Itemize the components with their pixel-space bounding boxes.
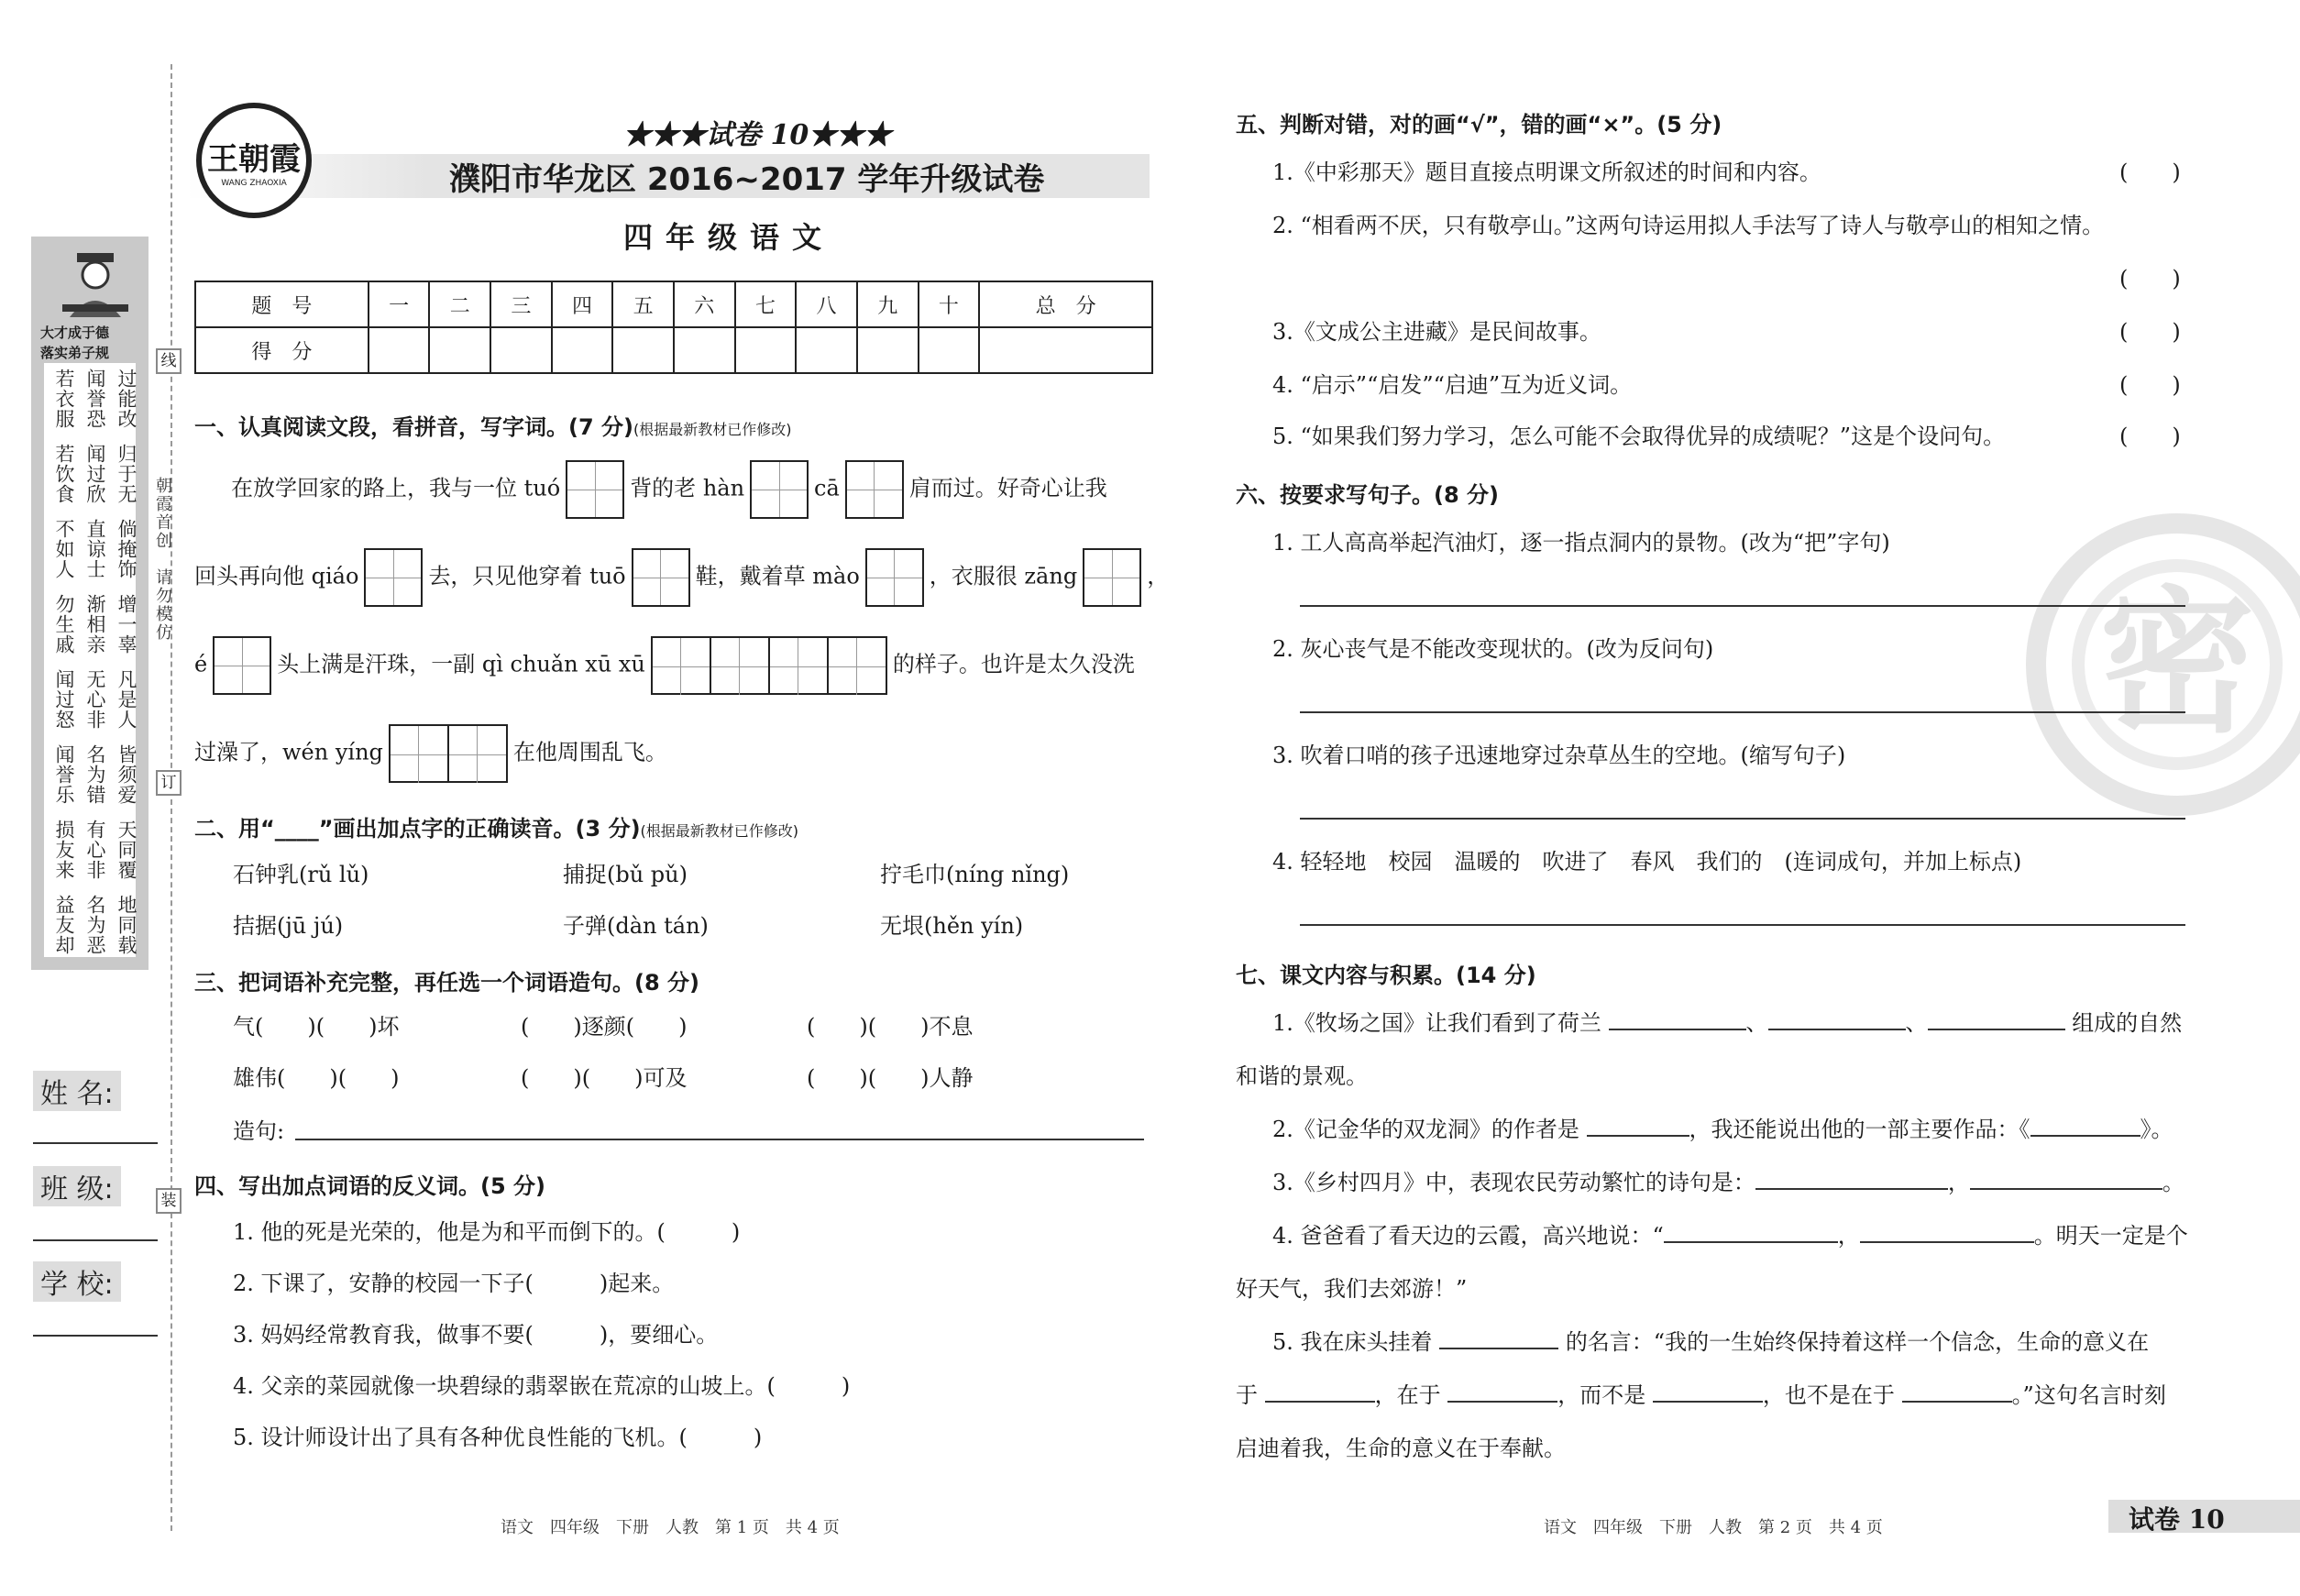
score-header-cell: 五 <box>612 281 674 327</box>
score-value-row <box>195 327 1152 373</box>
pinyin-item[interactable]: 无垠(hěn yín) <box>880 913 1024 939</box>
fill-item-4 <box>1272 1223 2188 1249</box>
fill-blank[interactable] <box>1902 1382 2012 1403</box>
fill-text: 5. 我在床头挂着 <box>1272 1329 1433 1355</box>
motto-col: 若衣服 <box>53 369 75 429</box>
rewrite-item: 4. 轻轻地 校园 温暖的 吹进了 春风 我们的 (连词成句，并加上标点) <box>1272 849 2022 875</box>
score-table <box>194 281 1153 374</box>
logo-text: 王朝霞 <box>207 141 301 178</box>
judge-paren[interactable]: ( ) <box>2119 424 2181 449</box>
passage-text: cā <box>814 475 840 501</box>
judge-paren[interactable]: ( ) <box>2119 319 2181 345</box>
score-cell[interactable] <box>857 327 919 373</box>
char-box[interactable] <box>213 636 271 695</box>
exam-title: 濮阳市华龙区 2016~2017 学年升级试卷 <box>449 161 1045 198</box>
fill-text: 2.《记金华的双龙洞》的作者是 <box>1272 1117 1579 1142</box>
score-cell[interactable] <box>735 327 797 373</box>
scholar-figure-icon <box>50 248 141 321</box>
fill-text: 4. 爸爸看了看天边的云霞，高兴地说：“ <box>1272 1223 1664 1249</box>
motto-col: 名为恶 <box>84 895 106 955</box>
judge-item: 2. “相看两不厌，只有敬亭山。”这两句诗运用拟人手法写了诗人与敬亭山的相知之情。 <box>1272 213 2105 238</box>
score-cell[interactable] <box>796 327 857 373</box>
fill-blank[interactable] <box>1265 1382 1375 1403</box>
judge-paren[interactable]: ( ) <box>2119 372 2181 398</box>
score-cell[interactable] <box>919 327 980 373</box>
fill-text: ，在于 <box>1374 1382 1441 1408</box>
score-header-cell: 六 <box>674 281 735 327</box>
footer-page-2: 语文 四年级 下册 人教 第 2 页 共 4 页 <box>1544 1518 1883 1537</box>
fill-blank[interactable] <box>1970 1170 2162 1190</box>
motto-col: 闻誉乐 <box>53 744 75 805</box>
section-1-heading: 一、认真阅读文段，看拼音，写字词。(7 分) <box>194 414 633 440</box>
brand-logo <box>196 103 312 218</box>
passage-text: é <box>194 651 208 677</box>
char-box[interactable] <box>566 460 624 519</box>
fill-item-5-cont <box>1236 1382 2166 1409</box>
fill-text: 组成的自然 <box>2072 1010 2183 1036</box>
fill-text: ，而不是 <box>1557 1382 1646 1408</box>
passage-text: 背的老 hàn <box>630 475 745 501</box>
char-box-group[interactable] <box>651 636 887 695</box>
rewrite-item: 1. 工人高高举起汽油灯，逐一指点洞内的景物。(改为“把”字句) <box>1272 530 1890 556</box>
fill-text: 的名言：“我的一生始终保持着这样一个信念，生命的意义在 <box>1565 1329 2150 1355</box>
passage-line-3 <box>194 636 1135 695</box>
paper-number: ★★★试卷 10★★★ <box>623 119 892 151</box>
fill-text: ，我还能说出他的一部主要作品：《 <box>1689 1117 2030 1142</box>
idiom-item[interactable]: ( )( )可及 <box>521 1065 688 1091</box>
footer-page-1: 语文 四年级 下册 人教 第 1 页 共 4 页 <box>501 1518 840 1537</box>
answer-line[interactable] <box>1300 605 2185 607</box>
answer-line[interactable] <box>1300 818 2185 820</box>
fill-text: ，也不是在于 <box>1762 1382 1895 1408</box>
passage-line-2 <box>194 548 1169 607</box>
motto-col: 皆须爱 <box>116 744 138 805</box>
char-box[interactable] <box>1083 548 1141 607</box>
fill-item-1 <box>1272 1010 2182 1037</box>
fill-text: 。 <box>2162 1170 2184 1195</box>
passage-line-1 <box>231 460 1107 519</box>
char-box[interactable] <box>632 548 690 607</box>
fill-text: 。明天一定是个 <box>2033 1223 2188 1249</box>
score-header-cell: 九 <box>857 281 919 327</box>
score-cell[interactable] <box>490 327 552 373</box>
name-field[interactable] <box>33 1142 158 1144</box>
class-field[interactable] <box>33 1239 158 1241</box>
judge-paren[interactable]: ( ) <box>2119 266 2181 292</box>
motto-col: 闻过欣 <box>84 444 106 504</box>
fill-item-3 <box>1272 1170 2184 1196</box>
score-cell[interactable] <box>612 327 674 373</box>
score-cell[interactable] <box>979 327 1152 373</box>
fill-text: 、 <box>1745 1010 1768 1036</box>
fill-blank[interactable] <box>1664 1223 1838 1243</box>
fill-item-5 <box>1272 1329 2149 1356</box>
passage-text: ， <box>1147 563 1170 589</box>
answer-line[interactable] <box>1300 711 2185 713</box>
antonym-item[interactable]: 3. 妈妈经常教育我，做事不要( )，要细心。 <box>233 1322 719 1348</box>
passage-text: 头上满是汗珠，一副 qì chuǎn xū xū <box>277 651 645 677</box>
section-2-note: (根据最新教材已作修改) <box>640 822 799 840</box>
section-5-title: 五、判断对错，对的画“√”，错的画“×”。(5 分) <box>1236 112 1722 138</box>
passage-text: 在他周围乱飞。 <box>512 739 667 765</box>
antonym-item[interactable]: 1. 他的死是光荣的，他是为和平而倒下的。( ) <box>233 1219 741 1245</box>
judge-paren[interactable]: ( ) <box>2119 160 2181 185</box>
char-box[interactable] <box>865 548 924 607</box>
motto-title-1: 大才成于德 <box>40 325 110 341</box>
fill-text: 、 <box>1905 1010 1928 1036</box>
section-2-title <box>194 810 798 842</box>
motto-col: 归于无 <box>116 444 138 504</box>
binding-mark-bind: 装 <box>156 1188 182 1214</box>
pinyin-item[interactable]: 拮据(jū jú) <box>233 913 344 939</box>
passage-text: 的样子。也许是太久没洗 <box>892 651 1135 677</box>
score-header-cell: 四 <box>552 281 613 327</box>
fill-item-2 <box>1272 1117 2173 1143</box>
char-box[interactable] <box>364 548 423 607</box>
motto-col: 勿生戚 <box>53 594 75 655</box>
answer-line[interactable] <box>1300 924 2185 926</box>
section-2-heading: 二、用“____”画出加点字的正确读音。(3 分) <box>194 816 641 842</box>
judge-item: 4. “启示”“启发”“启迪”互为近义词。 <box>1272 372 1633 398</box>
motto-col: 过能改 <box>116 369 138 429</box>
score-cell[interactable] <box>429 327 490 373</box>
fill-text: ， <box>1947 1170 1970 1195</box>
motto-title-2: 落实弟子规 <box>40 345 110 361</box>
score-cell[interactable] <box>674 327 735 373</box>
score-header-cell: 三 <box>490 281 552 327</box>
char-box-group[interactable] <box>389 724 508 783</box>
motto-col: 若饮食 <box>53 444 75 504</box>
idiom-item[interactable]: ( )( )不息 <box>807 1014 974 1040</box>
score-header-cell: 八 <box>796 281 857 327</box>
fill-text: 》。 <box>2140 1117 2173 1142</box>
score-header-cell: 二 <box>429 281 490 327</box>
motto-col: 渐相亲 <box>84 594 106 655</box>
score-row-label: 得 分 <box>195 327 369 373</box>
fill-blank[interactable] <box>1587 1117 1689 1137</box>
motto-col: 凡是人 <box>116 669 138 730</box>
motto-col: 增一辜 <box>116 594 138 655</box>
motto-col: 闻誉恐 <box>84 369 106 429</box>
fill-item-5-end: 启迪着我，生命的意义在于奉献。 <box>1236 1436 1566 1461</box>
motto-col: 有心非 <box>84 820 106 880</box>
pinyin-item[interactable]: 捕捉(bǔ pǔ) <box>563 862 688 887</box>
passage-text: ，衣服很 zāng <box>929 563 1078 589</box>
fill-blank[interactable] <box>1653 1382 1763 1403</box>
score-cell[interactable] <box>552 327 613 373</box>
fill-blank[interactable] <box>1860 1223 2034 1243</box>
fill-blank[interactable] <box>1768 1010 1906 1030</box>
score-header-cell: 十 <box>919 281 980 327</box>
score-header-cell: 七 <box>735 281 797 327</box>
fill-item-4-cont: 好天气，我们去郊游！” <box>1236 1276 1468 1302</box>
motto-col: 倘掩饰 <box>116 519 138 579</box>
fill-blank[interactable] <box>1447 1382 1557 1403</box>
rewrite-item: 3. 吹着口哨的孩子迅速地穿过杂草丛生的空地。(缩写句子) <box>1272 743 1846 768</box>
char-box[interactable] <box>750 460 809 519</box>
score-header-cell: 一 <box>369 281 430 327</box>
fill-text: ， <box>1837 1223 1860 1249</box>
antonym-item[interactable]: 5. 设计师设计出了具有各种优良性能的飞机。( ) <box>233 1425 763 1450</box>
pinyin-item[interactable]: 子弹(dàn tán) <box>563 913 709 939</box>
passage-text: 回头再向他 qiáo <box>194 563 359 589</box>
pinyin-item[interactable]: 拧毛巾(níng nǐng) <box>880 862 1070 887</box>
char-box[interactable] <box>845 460 904 519</box>
motto-col: 损友来 <box>53 820 75 880</box>
score-header-cell: 题 号 <box>195 281 369 327</box>
school-label: 学 校: <box>33 1261 121 1302</box>
passage-text: 在放学回家的路上，我与一位 tuó <box>231 475 561 501</box>
corner-paper-label: 试卷 10 <box>2129 1504 2225 1535</box>
motto-col: 名为错 <box>84 744 106 805</box>
motto-col: 闻过怒 <box>53 669 75 730</box>
motto-verses <box>44 363 136 957</box>
judge-item: 1.《中彩那天》题目直接点明课文所叙述的时间和内容。 <box>1272 160 1821 185</box>
rewrite-item: 2. 灰心丧气是不能改变现状的。(改为反问句) <box>1272 636 1714 662</box>
judge-item: 5. “如果我们努力学习，怎么可能不会取得优异的成绩呢？”这是个设问句。 <box>1272 424 2006 449</box>
passage-line-4 <box>194 724 667 783</box>
fill-text: 3.《乡村四月》中，表现农民劳动繁忙的诗句是： <box>1272 1170 1755 1195</box>
secret-watermark: 密 <box>2072 559 2283 770</box>
idiom-item[interactable]: 雄伟( )( ) <box>233 1065 400 1091</box>
fill-blank[interactable] <box>1609 1010 1746 1030</box>
passage-text: 肩而过。好奇心让我 <box>908 475 1107 501</box>
idiom-item[interactable]: ( )逐颜( ) <box>521 1014 688 1040</box>
score-header-row <box>195 281 1152 327</box>
section-7-title: 七、课文内容与积累。(14 分) <box>1236 963 1536 988</box>
fill-text: 1.《牧场之国》让我们看到了荷兰 <box>1272 1010 1601 1036</box>
binding-side-text-2: 请勿模仿 <box>153 568 172 642</box>
pinyin-item[interactable]: 石钟乳(rǔ lǔ) <box>233 862 369 887</box>
section-1-note: (根据最新教材已作修改) <box>633 421 792 438</box>
binding-mark-order: 订 <box>156 770 182 796</box>
section-3-title: 三、把词语补充完整，再任选一个词语造句。(8 分) <box>194 970 699 996</box>
motto-col: 直谅士 <box>84 519 106 579</box>
fill-item-1-cont: 和谐的景观。 <box>1236 1063 1368 1089</box>
section-1-title <box>194 409 792 441</box>
score-header-cell: 总 分 <box>979 281 1152 327</box>
motto-col: 地同载 <box>116 895 138 955</box>
class-label: 班 级: <box>33 1166 121 1206</box>
judge-item: 3.《文成公主进藏》是民间故事。 <box>1272 319 1601 345</box>
passage-text: 鞋，戴着草 mào <box>695 563 860 589</box>
binding-dash-line <box>171 64 172 1531</box>
section-4-title: 四、写出加点词语的反义词。(5 分) <box>194 1173 545 1199</box>
fill-text: 。”这句名言时刻 <box>2011 1382 2166 1408</box>
binding-side-text-1: 朝霞首创 <box>153 477 172 550</box>
school-field[interactable] <box>33 1335 158 1337</box>
fill-text: 于 <box>1236 1382 1258 1408</box>
passage-text: 去，只见他穿着 tuō <box>428 563 626 589</box>
motto-col: 益友却 <box>53 895 75 955</box>
section-6-title: 六、按要求写句子。(8 分) <box>1236 482 1499 508</box>
fill-blank[interactable] <box>1928 1010 2065 1030</box>
fill-blank[interactable] <box>1439 1329 1558 1349</box>
subject-title: 四年级语文 <box>623 220 835 255</box>
score-cell[interactable] <box>369 327 430 373</box>
motto-col: 无心非 <box>84 669 106 730</box>
name-label: 姓 名: <box>33 1071 121 1111</box>
binding-mark-line: 线 <box>156 348 182 374</box>
fill-blank[interactable] <box>1755 1170 1948 1190</box>
antonym-item[interactable]: 2. 下课了，安静的校园一下子( )起来。 <box>233 1271 675 1296</box>
passage-text: 过澡了，wén yíng <box>194 739 383 765</box>
make-sentence-label: 造句: <box>233 1118 285 1144</box>
logo-subtext: WANG ZHAOXIA <box>221 179 287 188</box>
motto-col: 不如人 <box>53 519 75 579</box>
idiom-item[interactable]: ( )( )人静 <box>807 1065 974 1091</box>
antonym-item[interactable]: 4. 父亲的菜园就像一块碧绿的翡翠嵌在荒凉的山坡上。( ) <box>233 1373 851 1399</box>
idiom-item[interactable]: 气( )( )坏 <box>233 1014 400 1040</box>
make-sentence-line[interactable] <box>295 1139 1144 1140</box>
fill-blank[interactable] <box>2030 1117 2140 1137</box>
motto-col: 天同覆 <box>116 820 138 880</box>
